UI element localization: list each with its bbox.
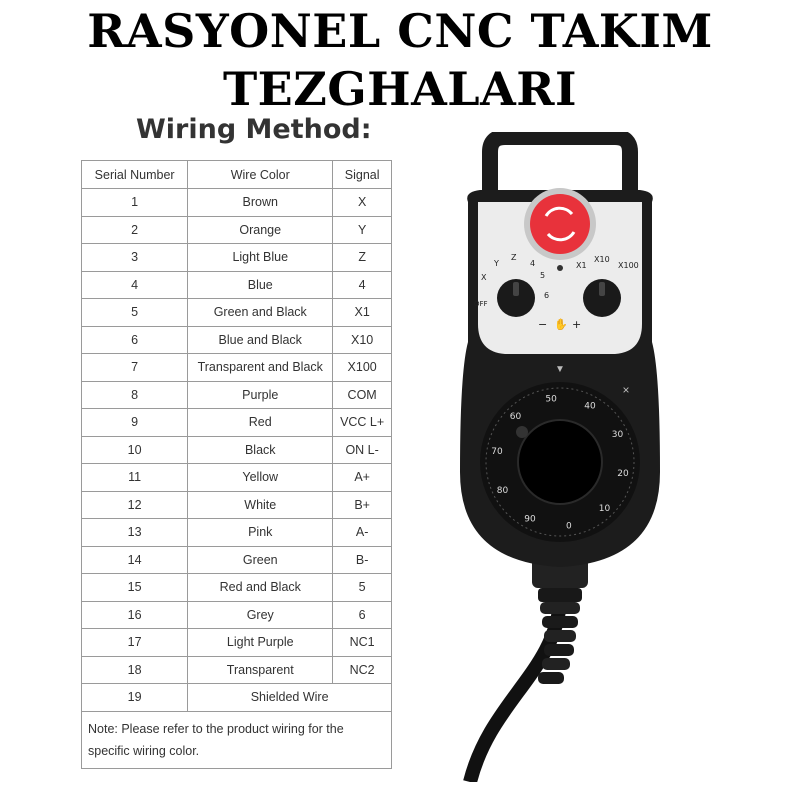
serial-cell: 19 xyxy=(82,684,188,712)
serial-cell: 1 xyxy=(82,189,188,217)
table-row xyxy=(82,299,392,327)
serial-cell: 14 xyxy=(82,546,188,574)
wire-color-cell: Green xyxy=(188,546,333,574)
knob-pointer xyxy=(513,282,519,296)
axis-label: X xyxy=(481,273,487,282)
signal-cell: B- xyxy=(333,546,392,574)
table-row xyxy=(82,574,392,602)
wire-color-cell: Red and Black xyxy=(188,574,333,602)
serial-cell: 11 xyxy=(82,464,188,492)
axis-label: 6 xyxy=(544,291,550,300)
section-heading: Wiring Method: xyxy=(136,114,372,145)
table-row xyxy=(82,216,392,244)
axis-label: Z xyxy=(511,253,517,262)
serial-cell: 6 xyxy=(82,326,188,354)
serial-cell: 17 xyxy=(82,629,188,657)
dial-number: 60 xyxy=(509,412,522,422)
dial-number: 10 xyxy=(598,504,611,514)
cnc-handwheel-pendant xyxy=(450,132,680,782)
table-row xyxy=(82,436,392,464)
wire-color-cell: Red xyxy=(188,409,333,437)
dial-number: 90 xyxy=(524,514,536,525)
signal-cell: Z xyxy=(333,244,392,272)
signal-cell: X100 xyxy=(333,354,392,382)
signal-cell: X xyxy=(333,189,392,217)
table-row xyxy=(82,491,392,519)
hand-icon: ✋ xyxy=(554,319,568,331)
dial-number: 50 xyxy=(545,394,557,405)
table-row xyxy=(82,464,392,492)
status-led xyxy=(557,265,563,271)
serial-cell: 18 xyxy=(82,656,188,684)
axis-label: 4 xyxy=(530,259,536,268)
signal-cell: 5 xyxy=(333,574,392,602)
note-text: Note: Please refer to the product wiring for the specific wiring color. xyxy=(82,711,392,768)
serial-cell: 8 xyxy=(82,381,188,409)
wiring-table xyxy=(81,160,392,769)
wire-color-cell: Transparent xyxy=(188,656,333,684)
wire-color-cell: Brown xyxy=(188,189,333,217)
axis-label: 5 xyxy=(540,271,546,280)
signal-cell: VCC L+ xyxy=(333,409,392,437)
signal-cell: X10 xyxy=(333,326,392,354)
dial-number: 40 xyxy=(584,401,596,412)
dial-number: 30 xyxy=(611,429,624,440)
dial-number: 0 xyxy=(566,521,572,532)
plus-label: + xyxy=(572,318,582,331)
table-row xyxy=(82,271,392,299)
dial-number: 80 xyxy=(496,486,509,497)
wire-color-cell: Grey xyxy=(188,601,333,629)
serial-cell: 5 xyxy=(82,299,188,327)
signal-cell: 4 xyxy=(333,271,392,299)
wire-color-cell: Green and Black xyxy=(188,299,333,327)
wire-color-cell: White xyxy=(188,491,333,519)
signal-cell: A+ xyxy=(333,464,392,492)
wire-color-cell: Pink xyxy=(188,519,333,547)
signal-cell: COM xyxy=(333,381,392,409)
column-header-signal: Signal xyxy=(333,161,392,189)
table-row xyxy=(82,684,392,712)
signal-cell: X1 xyxy=(333,299,392,327)
signal-cell: Y xyxy=(333,216,392,244)
knob-pointer xyxy=(599,282,605,296)
table-row xyxy=(82,629,392,657)
emergency-stop-button[interactable] xyxy=(530,194,590,254)
wire-color-cell: Blue xyxy=(188,271,333,299)
serial-cell: 10 xyxy=(82,436,188,464)
signal-cell: ON L- xyxy=(333,436,392,464)
serial-cell: 16 xyxy=(82,601,188,629)
column-header-serial: Serial Number xyxy=(82,161,188,189)
serial-cell: 13 xyxy=(82,519,188,547)
step-label: X10 xyxy=(594,255,610,264)
wire-color-cell: Yellow xyxy=(188,464,333,492)
serial-cell: 9 xyxy=(82,409,188,437)
wire-color-cell: Transparent and Black xyxy=(188,354,333,382)
wire-color-cell: Blue and Black xyxy=(188,326,333,354)
serial-cell: 4 xyxy=(82,271,188,299)
serial-cell: 7 xyxy=(82,354,188,382)
signal-cell: B+ xyxy=(333,491,392,519)
cable xyxy=(470,602,560,782)
dial-marker-icon: ▼ xyxy=(555,364,565,375)
crank-handle xyxy=(516,426,528,438)
table-row xyxy=(82,189,392,217)
wire-color-cell: Purple xyxy=(188,381,333,409)
table-row xyxy=(82,409,392,437)
page-title: RASYONEL CNC TAKIM TEZGHALARI xyxy=(87,4,713,116)
serial-cell: 12 xyxy=(82,491,188,519)
wire-color-cell: Black xyxy=(188,436,333,464)
table-row xyxy=(82,519,392,547)
table-row xyxy=(82,601,392,629)
axis-label: Y xyxy=(494,259,499,268)
signal-cell: 6 xyxy=(333,601,392,629)
off-label: OFF xyxy=(474,300,488,308)
table-row xyxy=(82,354,392,382)
table-row xyxy=(82,326,392,354)
dial-number: 70 xyxy=(491,446,503,457)
table-row xyxy=(82,546,392,574)
note-row xyxy=(82,711,392,768)
table-row xyxy=(82,244,392,272)
dial-number: 20 xyxy=(617,469,629,480)
shielded-wire-cell: Shielded Wire xyxy=(188,684,392,712)
signal-cell: NC1 xyxy=(333,629,392,657)
handwheel-center xyxy=(518,420,602,504)
table-header-row xyxy=(82,161,392,189)
serial-cell: 3 xyxy=(82,244,188,272)
minus-label: − xyxy=(538,318,548,331)
column-header-wire-color: Wire Color xyxy=(188,161,333,189)
step-label: X100 xyxy=(618,261,639,270)
wire-color-cell: Light Blue xyxy=(188,244,333,272)
serial-cell: 15 xyxy=(82,574,188,602)
serial-cell: 2 xyxy=(82,216,188,244)
signal-cell: A- xyxy=(333,519,392,547)
wire-color-cell: Orange xyxy=(188,216,333,244)
dial-cross-icon: × xyxy=(622,383,630,397)
signal-cell: NC2 xyxy=(333,656,392,684)
table-row xyxy=(82,381,392,409)
step-label: X1 xyxy=(576,261,587,270)
wire-color-cell: Light Purple xyxy=(188,629,333,657)
table-row xyxy=(82,656,392,684)
